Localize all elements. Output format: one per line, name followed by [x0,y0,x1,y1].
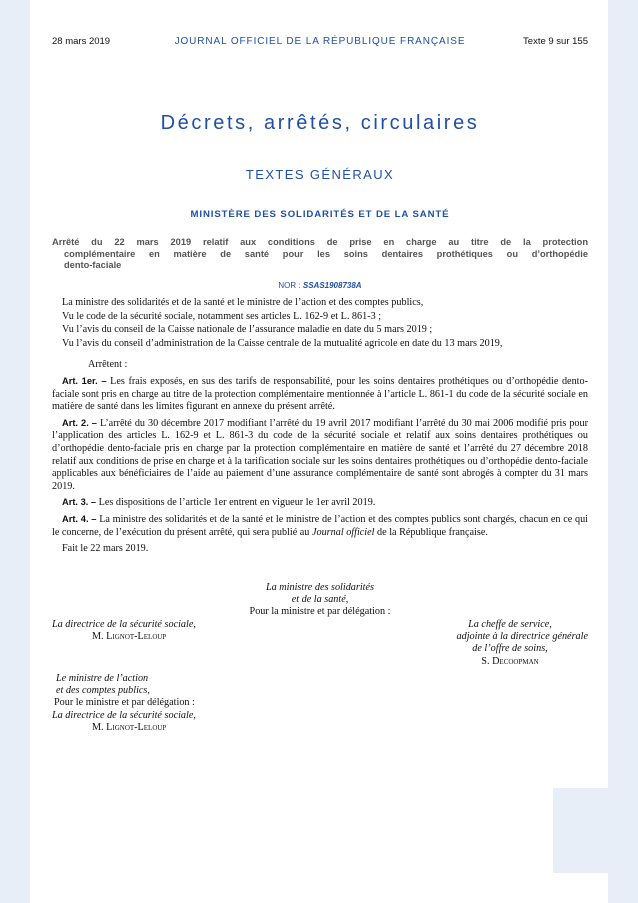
article-label: Art. 2. – [62,417,97,428]
signature-minister-title: et de la santé, [291,594,349,606]
signature-role: La directrice de la sécurité sociale, [52,619,196,630]
article-2 [52,417,588,494]
journal-officiel-reference: Journal officiel [311,526,375,538]
article-4 [52,513,588,539]
signature-role: La cheffe de service, [468,619,552,630]
decree-title-line: dento-faciale [64,260,122,270]
ministry-name: MINISTÈRE DES SOLIDARITÉS ET DE LA SANTÉ [190,209,450,220]
article-3 [52,496,588,510]
signature-surname: Decoopman [492,655,539,667]
signature-minister-health [52,582,588,619]
header-journal-name: JOURNAL OFFICIEL DE LA RÉPUBLIQUE FRANÇAISE [174,36,466,47]
signature-role: La directrice de la sécurité sociale, [52,709,196,721]
signature-left [52,619,282,643]
article-1 [52,375,588,414]
left-margin-band [0,0,30,903]
right-margin-band [608,0,638,903]
signature-name [52,631,282,643]
nor-code: SSAS1908738A [302,281,362,290]
section-title: TEXTES GÉNÉRAUX [245,167,395,182]
page-header [52,36,588,50]
arretent-line: Arrêtent : [88,359,128,371]
signature-surname: Lignot-Leloup [106,721,167,733]
signature-delegation: Pour le ministre et par délégation : [54,697,195,709]
article-label: Art. 3. – [62,497,97,508]
signature-right [412,619,588,668]
signature-initial: S. [481,655,490,667]
signature-role: de l’offre de soins, [472,643,548,655]
decree-title [52,237,588,272]
article-text: Les frais exposés, en sus des tarifs de responsabilité, pour les soins dentaires prothétiques ou d’orthopédie dento-faciale sont pris en charge au titre de la protection complémentaire mentionnée à l’article L. 861-1 du code de la sécurité sociale en matière de santé dans les limites figurant en annexe du présent arrêté. [52,375,588,413]
nor-reference [52,281,588,290]
visa-line: Vu le code de la sécurité sociale, notamment ses articles L. 162-9 et L. 861-3 ; [62,310,382,322]
signature-name [52,722,282,734]
signature-name [412,656,588,668]
signature-second-minister [52,673,282,734]
main-title: Décrets, arrêtés, circulaires [160,112,480,134]
visa-line: La ministre des solidarités et de la santé et le ministre de l’action et des comptes publics, [62,297,424,308]
signature-role: adjointe à la directrice générale [456,631,588,643]
signature-delegation: Pour la ministre et par délégation : [249,606,391,618]
article-text: L’arrêté du 30 décembre 2017 modifiant l’arrêté du 19 avril 2017 modifiant l’arrêté du 30 mai 2006 modifié pris pour l’application des articles L. 162-9 et L. 861-3 du code de la sécurité sociale et relatif aux soins dentaires prothétiques ou d’orthopédie dento-faciale pris en charge par la protection complémentaire en matière de santé et l’arrêté du 27 décembre 2018 relatif aux conditions de prise en charge et à la tarification sociale sur les soins dentaires prothétiques ou d’orthopédie dento-faciale applicables aux bénéficiaires de l’aide au paiement d’une assurance complémentaire de santé sont abrogés à compter du 31 mars 2019. [52,417,588,492]
decree-title-line: complémentaire en matière de santé pour les soins dentaires prothétiques ou d’orthopédie [64,248,588,259]
signature-initial: M. [92,631,104,643]
decree-title-line: Arrêté du 22 mars 2019 relatif aux conditions de prise en charge au titre de la protection [52,237,588,247]
signature-minister-title: et des comptes publics, [56,685,150,697]
decree-body [52,297,588,556]
article-text: La ministre des solidarités et de la santé et le ministre de l’action et des comptes publics sont chargés, chacun en ce qui le concerne, de l’exécution du présent arrêté, qui sera publié au [52,513,589,538]
article-label: Art. 1er. – [62,375,107,386]
article-text: de la République française. [377,526,488,538]
signature-minister-title: La ministre des solidarités [265,582,374,593]
signature-minister-title: Le ministre de l’action [56,673,149,684]
signature-surname: Lignot-Leloup [106,631,167,643]
article-text: Les dispositions de l’article 1er entrent en vigueur le 1er avril 2019. [98,497,376,509]
visa-line: Vu l’avis du conseil d’administration de la Caisse centrale de la mutualité agricole en date du 13 mars 2019, [62,337,503,349]
nor-label: NOR : [278,281,301,290]
done-at-line: Fait le 22 mars 2019. [62,543,149,555]
signature-initial: M. [92,721,104,733]
article-label: Art. 4. – [62,513,97,524]
document-page [52,0,588,903]
header-text-number: Texte 9 sur 155 [523,36,588,47]
visa-line: Vu l’avis du conseil de la Caisse nationale de l’assurance maladie en date du 5 mars 2019 ; [62,324,433,336]
header-date: 28 mars 2019 [52,36,111,47]
